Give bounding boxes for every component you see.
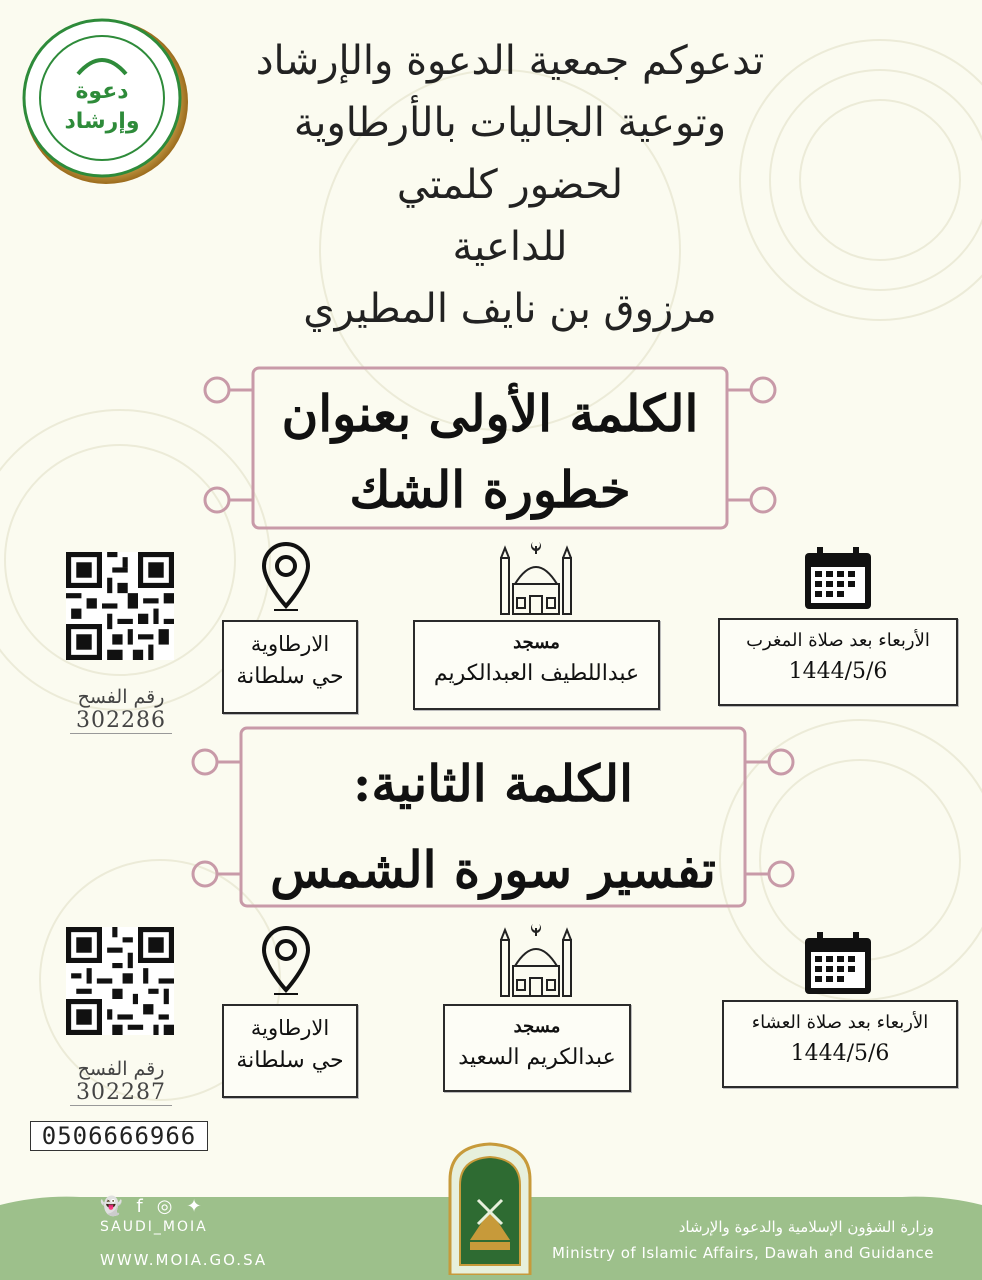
talk1-permit-label: رقم الفسح [77,686,165,708]
invitation-line-5: مرزوق بن نايف المطيري [303,286,717,332]
location-pin-icon [258,924,314,996]
talk2-time-box [722,1000,958,1088]
talk1-permit [58,686,184,734]
talk2-title-line1: الكلمة الثانية: [352,754,634,813]
talk2-permit-label: رقم الفسح [77,1058,165,1080]
location-pin-icon [258,540,314,612]
instagram-icon[interactable]: ◎ [156,1196,187,1217]
talk1-date: 1444/5/6 [788,659,888,684]
talk2-date: 1444/5/6 [790,1041,890,1066]
talk1-mosque-box [413,620,660,710]
social-handle[interactable]: SAUDI_MOIA [100,1219,208,1235]
phone-number[interactable]: 0506666966 [30,1121,208,1151]
talk2-mosque-box [443,1004,631,1092]
talk2-location-box [222,1004,358,1098]
talk1-title-banner [195,360,785,535]
talk2-time: الأربعاء بعد صلاة العشاء [751,1012,929,1033]
invitation-line-4: للداعية [452,224,568,270]
talk1-permit-number: 302286 [70,708,172,734]
invitation-text [200,30,820,340]
talk1-title-line1: الكلمة الأولى بعنوان [281,384,699,443]
association-logo [18,14,188,184]
talk2-location-district: حي سلطانة [236,1048,344,1073]
ministry-name-ar: وزارة الشؤون الإسلامية والدعوة والإرشاد [678,1218,934,1236]
talk1-location-district: حي سلطانة [236,664,344,689]
talk1-time-box [718,618,958,706]
footer-social [100,1196,267,1269]
qr-code-talk1[interactable] [66,552,174,660]
talk1-location-box [222,620,358,714]
talk2-mosque-name: عبدالكريم السعيد [458,1045,616,1070]
talk1-location-city: الارطاوية [250,632,330,656]
calendar-icon [803,930,873,996]
social-icons [100,1196,267,1217]
talk1-mosque-label: مسجد [513,632,560,653]
website-link[interactable]: WWW.MOIA.GO.SA [100,1251,268,1269]
qr-code-talk2[interactable] [66,927,174,1035]
twitter-icon[interactable]: ✦ [186,1196,216,1217]
facebook-icon[interactable]: f [136,1196,157,1217]
mosque-icon [497,920,575,998]
talk2-mosque-label: مسجد [513,1016,561,1037]
mosque-icon [497,538,575,616]
talk2-permit-number: 302287 [70,1080,172,1106]
talk2-permit [58,1058,184,1106]
snapchat-icon[interactable]: 👻 [100,1196,137,1217]
talk2-title-line2: تفسير سورة الشمس [270,840,716,899]
invitation-line-3: لحضور كلمتي [396,162,624,208]
invitation-line-1: تدعوكم جمعية الدعوة والإرشاد [255,38,765,84]
ministry-name-en: Ministry of Islamic Affairs, Dawah and Guidance [551,1244,934,1262]
logo-line2: وإرشاد [64,109,140,134]
logo-line1: دعوة [75,79,129,104]
talk1-mosque-name: عبداللطيف العبدالكريم [433,661,640,686]
talk2-title-banner [183,722,803,912]
footer-ministry [552,1218,934,1262]
talk2-location-city: الارطاوية [250,1016,330,1040]
ministry-emblem [440,1140,540,1275]
calendar-icon [803,545,873,611]
talk1-title-line2: خطورة الشك [349,460,631,519]
invitation-line-2: وتوعية الجاليات بالأرطاوية [293,100,727,146]
talk1-time: الأربعاء بعد صلاة المغرب [746,630,930,651]
